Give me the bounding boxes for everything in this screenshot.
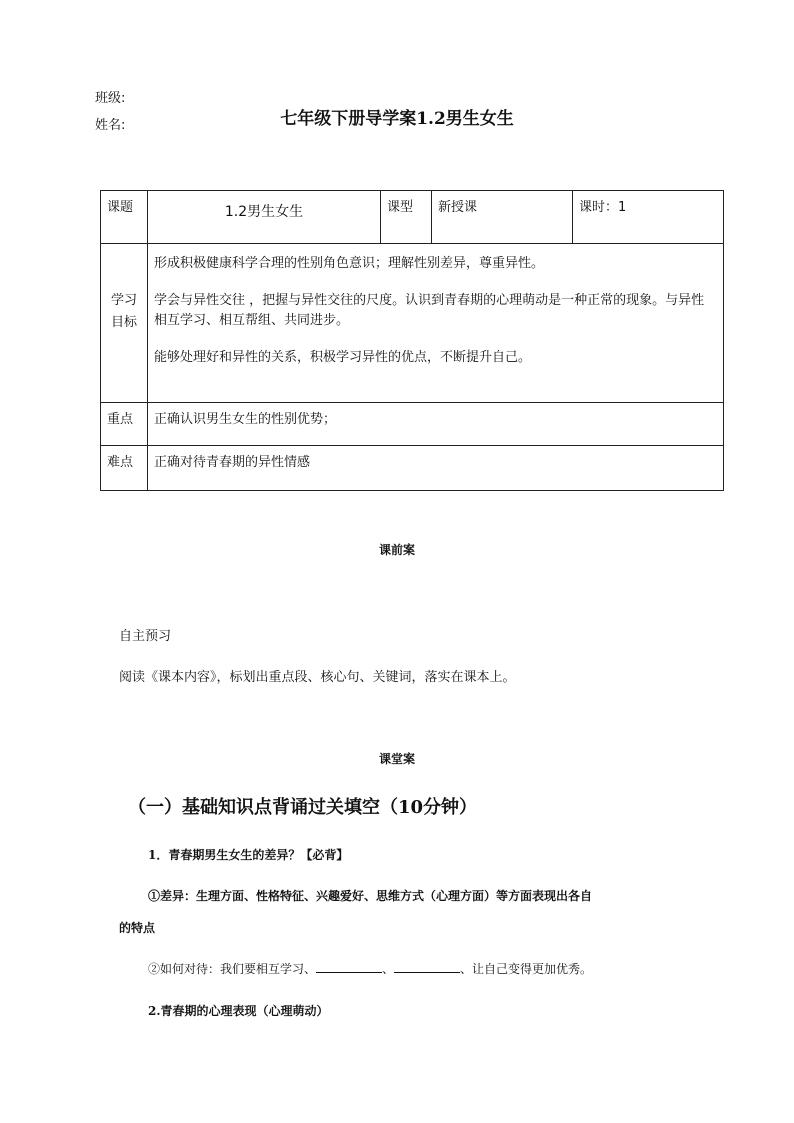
type-label: 课型 — [387, 200, 414, 215]
type-value: 新授课 — [438, 200, 478, 215]
type-label-cell — [381, 191, 432, 244]
key-label: 重点 — [107, 412, 134, 427]
table-row — [101, 403, 724, 446]
hours-cell — [573, 191, 724, 244]
question-1-point-1-line-1: ①差异：生理方面、性格特征、兴趣爱好、思维方式（心理方面）等方面表现出各自 — [148, 889, 593, 903]
goal-item: 形成积极健康科学合理的性别角色意识；理解性别差异，尊重异性。 — [154, 256, 545, 271]
document-title: 七年级下册导学案1.2男生女生 — [280, 109, 514, 129]
type-value-cell — [432, 191, 573, 244]
table-row — [101, 191, 724, 244]
name-label: 姓名: — [95, 118, 126, 133]
difficulty-label: 难点 — [107, 455, 134, 470]
key-value-cell — [148, 403, 724, 446]
question-2-title: 2.青春期的心理表现（心理萌动） — [148, 1004, 329, 1018]
topic-value-cell — [148, 191, 381, 244]
question-1-point-2-prefix: ②如何对待：我们要相互学习、 — [148, 962, 317, 976]
section-heading: （一）基础知识点背诵过关填空（10分钟） — [128, 797, 478, 818]
table-row — [101, 244, 724, 403]
goals-label-cell — [101, 244, 148, 403]
topic-label-cell — [101, 191, 148, 244]
lesson-info-table — [100, 190, 724, 491]
goal-item: 能够处理好和异性的关系，积极学习异性的优点，不断提升自己。 — [154, 350, 532, 365]
question-1-point-2 — [148, 960, 592, 977]
table-row — [101, 446, 724, 491]
self-study-instruction: 阅读《课本内容》，标划出重点段、核心句、关键词，落实在课本上。 — [119, 670, 516, 685]
pre-class-title: 课前案 — [378, 543, 415, 557]
question-1-title: 1．青春期男生女生的差异？【必背】 — [148, 848, 349, 862]
topic-value: 1.2男生女生 — [224, 204, 304, 220]
topic-label: 课题 — [107, 200, 134, 215]
goals-label-line-2: 目标 — [110, 315, 137, 330]
class-label: 班级: — [95, 91, 126, 106]
difficulty-label-cell — [101, 446, 148, 491]
goals-content-cell — [148, 244, 724, 403]
question-1-point-2-sep: 、 — [382, 962, 395, 976]
hours-label: 课时：1 — [579, 200, 627, 215]
in-class-title: 课堂案 — [378, 752, 415, 766]
fill-blank-2[interactable] — [394, 960, 460, 973]
goals-list — [148, 244, 723, 376]
difficulty-value-cell — [148, 446, 724, 491]
goals-label — [101, 244, 147, 334]
question-1-point-1-line-2: 的特点 — [119, 921, 156, 935]
key-value: 正确认识男生女生的性别优势； — [154, 412, 337, 427]
goal-item: 学会与异性交往 ，把握与异性交往的尺度。认识到青春期的心理萌动是一种正常的现象。与异性相互学习、相互帮组、共同进步。 — [154, 293, 705, 328]
question-1-point-2-suffix: 、让自己变得更加优秀。 — [460, 962, 593, 976]
goals-label-line-1: 学习 — [110, 293, 137, 308]
key-label-cell — [101, 403, 148, 446]
difficulty-value: 正确对待青春期的异性情感 — [154, 455, 311, 470]
self-study-subtitle: 自主预习 — [119, 629, 172, 644]
fill-blank-1[interactable] — [316, 960, 382, 973]
